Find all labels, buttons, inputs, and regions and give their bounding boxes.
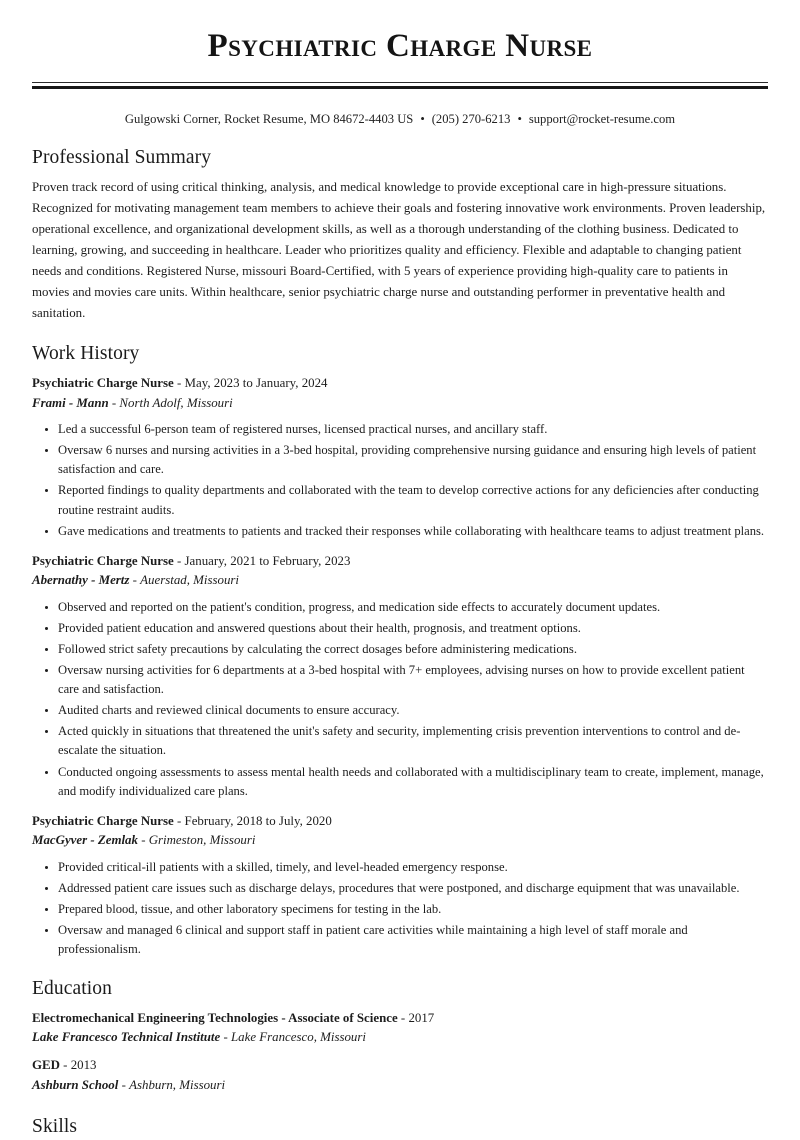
contact-separator-2: •: [517, 111, 522, 126]
list-item: Oversaw 6 nurses and nursing activities in a 3-bed hospital, providing comprehensive nursing guidance and ensuring high levels of patient satisfaction and care.: [58, 441, 768, 479]
list-item: Prepared blood, tissue, and other laboratory specimens for testing in the lab.: [58, 900, 768, 919]
contact-address: Gulgowski Corner, Rocket Resume, MO 84672-4403 US: [124, 111, 414, 126]
list-item: Addressed patient care issues such as discharge delays, procedures that were postponed, and discharge equipment that was unavailable.: [58, 879, 768, 898]
section-skills: [32, 1115, 768, 1139]
education-school-line: [32, 1028, 768, 1047]
education-degree-line: [32, 1009, 768, 1028]
job-company: MacGyver - Zemlak: [32, 833, 138, 848]
contact-phone: (205) 270-6213: [431, 111, 511, 126]
education-degree-dash: -: [400, 1010, 406, 1025]
work-history-entry: [32, 374, 768, 541]
job-bullet-list: [32, 858, 768, 960]
list-item: Provided critical-ill patients with a skilled, timely, and level-headed emergency response.: [58, 858, 768, 877]
list-item: Reported findings to quality departments and collaborated with the team to develop corrective actions for any deficiencies after conducting routine restraint audits.: [58, 481, 768, 519]
job-company: Frami - Mann: [32, 395, 109, 410]
job-title-line: [32, 552, 768, 571]
work-history-entry: [32, 812, 768, 959]
section-heading-professional-summary: Professional Summary: [32, 147, 212, 169]
professional-summary-text: Proven track record of using critical thinking, analysis, and medical knowledge to provide exceptional care in high-pressure situations. Recognized for motivating management team members to achieve their goals and fostering innovative work environments. Proven leadership, operational excellence, and organizational development skills, as well as a thorough understanding of the clothing business. Dedicated to learning, growing, and succeeding in healthcare. Leader who prioritizes quality and efficiency. Flexible and adaptable to changing patient needs and conditions. Registered Nurse, missouri Board-Certified, with 5 years of experience providing high-quality care to patients in movies and movies care units. Within healthcare, senior psychiatric charge nurse and outstanding performer in preventative health and sanitation.: [32, 179, 766, 320]
education-school: Ashburn School: [32, 1077, 119, 1092]
education-degree: Electromechanical Engineering Technologies - Associate of Science: [32, 1010, 398, 1025]
job-dates: January, 2021 to February, 2023: [184, 553, 351, 568]
job-company-dash: -: [141, 833, 146, 848]
list-item: Provided patient education and answered questions about their health, prognosis, and treatment options.: [58, 619, 768, 638]
job-company-line: [32, 831, 768, 850]
job-company-line: [32, 571, 768, 590]
job-bullet-list: [32, 420, 768, 541]
education-school: Lake Francesco Technical Institute: [32, 1030, 221, 1045]
list-item: Oversaw and managed 6 clinical and support staff in patient care activities while maintaining a high level of staff morale and professionalism.: [58, 921, 768, 959]
education-entry: [32, 1009, 768, 1048]
education-school-dash: -: [121, 1077, 126, 1092]
job-title: Psychiatric Charge Nurse: [32, 553, 174, 568]
job-title-line: [32, 374, 768, 393]
job-title-dash: -: [177, 813, 182, 828]
education-location: Ashburn, Missouri: [129, 1077, 226, 1092]
education-school-dash: -: [223, 1030, 228, 1045]
education-degree: GED: [32, 1058, 60, 1073]
job-company: Abernathy - Mertz: [32, 573, 130, 588]
contact-email: support@rocket-resume.com: [528, 111, 676, 126]
job-title: Psychiatric Charge Nurse: [32, 376, 174, 391]
education-location: Lake Francesco, Missouri: [231, 1030, 366, 1045]
contact-separator-1: •: [420, 111, 425, 126]
job-company-dash: -: [132, 573, 137, 588]
education-school-line: [32, 1076, 768, 1095]
contact-line: [32, 111, 768, 129]
education-degree-dash: -: [63, 1058, 68, 1073]
list-item: Followed strict safety precautions by calculating the correct dosages before administering medications.: [58, 640, 768, 659]
page-title: Psychiatric Charge Nurse: [207, 28, 593, 64]
list-item: Led a successful 6-person team of registered nurses, licensed practical nurses, and ancillary staff.: [58, 420, 768, 439]
job-dates: May, 2023 to January, 2024: [184, 376, 328, 391]
job-location: Auerstad, Missouri: [140, 573, 240, 588]
job-company-dash: -: [111, 395, 117, 410]
section-professional-summary: [32, 146, 768, 324]
education-entry: [32, 1056, 768, 1095]
section-heading-work-history: Work History: [32, 342, 140, 364]
education-year: 2017: [408, 1010, 435, 1025]
job-location: North Adolf, Missouri: [119, 395, 233, 410]
list-item: Audited charts and reviewed clinical documents to ensure accuracy.: [58, 701, 768, 720]
job-title: Psychiatric Charge Nurse: [32, 813, 174, 828]
list-item: Oversaw nursing activities for 6 departments at a 3-bed hospital with 7+ employees, advising nurses on how to provide excellent patient care and satisfaction.: [58, 661, 768, 699]
list-item: Observed and reported on the patient's condition, progress, and medication side effects to accurately document updates.: [58, 598, 768, 617]
job-company-line: [32, 394, 768, 413]
work-history-entry: [32, 552, 768, 801]
job-dates: February, 2018 to July, 2020: [184, 813, 332, 828]
section-work-history: [32, 342, 768, 959]
section-education: [32, 977, 768, 1095]
job-location: Grimeston, Missouri: [148, 833, 256, 848]
job-bullet-list: [32, 598, 768, 801]
list-item: Gave medications and treatments to patients and tracked their responses while collaborating with healthcare teams to adjust treatment plans.: [58, 522, 768, 541]
education-year: 2013: [70, 1058, 97, 1073]
header-divider: [32, 82, 768, 89]
section-heading-education: Education: [32, 978, 112, 1000]
job-title-dash: -: [177, 553, 182, 568]
list-item: Acted quickly in situations that threatened the unit's safety and security, implementing crisis prevention interventions to control and de-escalate the situation.: [58, 722, 768, 760]
job-title-line: [32, 812, 768, 831]
education-degree-line: [32, 1056, 768, 1075]
job-title-dash: -: [177, 376, 182, 391]
divider-line-thick: [32, 86, 768, 89]
list-item: Conducted ongoing assessments to assess mental health needs and collaborated with a multidisciplinary team to create, implement, manage, and modify individualized care plans.: [58, 763, 768, 801]
section-heading-skills: Skills: [32, 1116, 78, 1138]
